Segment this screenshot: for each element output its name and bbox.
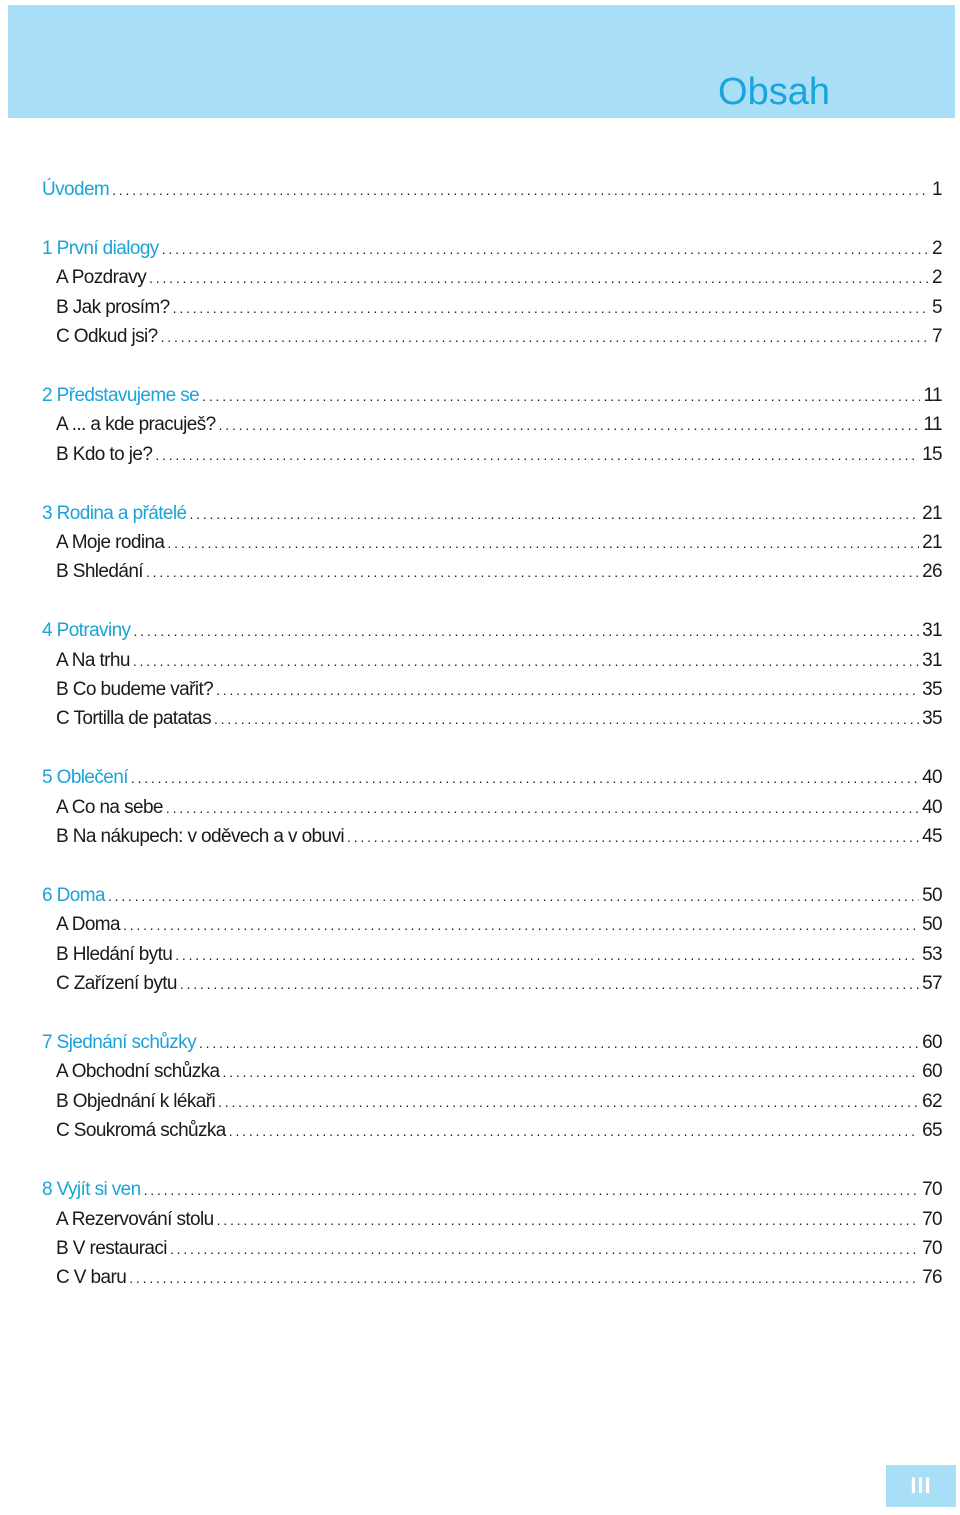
toc-entry-page-number: 57 — [922, 973, 942, 995]
dot-leader — [166, 794, 919, 823]
toc-section-entry[interactable] — [42, 675, 942, 704]
dot-leader — [161, 323, 929, 352]
toc-entry-page-number: 76 — [922, 1267, 942, 1289]
toc-entry-label: 7 Sjednání schůzky — [42, 1032, 196, 1054]
toc-group-spacer — [42, 999, 942, 1029]
toc-entry-label: 1 První dialogy — [42, 237, 159, 259]
toc-entry-label: B Objednání k lékaři — [56, 1090, 216, 1112]
toc-entry-label: 3 Rodina a přátelé — [42, 502, 187, 524]
toc-section-entry[interactable] — [42, 557, 942, 586]
dot-leader — [199, 1029, 919, 1058]
toc-chapter-entry[interactable] — [42, 763, 942, 792]
toc-entry-label: 5 Oblečení — [42, 767, 128, 789]
toc-entry-page-number: 60 — [922, 1061, 942, 1083]
toc-entry-page-number: 26 — [922, 561, 942, 583]
toc-entry-label: C V baru — [56, 1267, 127, 1289]
toc-entry-page-number: 60 — [922, 1032, 942, 1054]
toc-section-entry[interactable] — [42, 440, 942, 469]
toc-entry-page-number: 21 — [922, 532, 942, 554]
toc-entry-label: A Co na sebe — [56, 796, 163, 818]
table-of-contents — [42, 175, 942, 1293]
toc-section-entry[interactable] — [42, 1205, 942, 1234]
dot-leader — [144, 1176, 919, 1205]
toc-section-entry[interactable] — [42, 1234, 942, 1263]
toc-section-entry[interactable] — [42, 940, 942, 969]
toc-entry-page-number: 1 — [932, 179, 942, 200]
toc-entry-label: B Na nákupech: v oděvech a v obuvi — [56, 826, 345, 848]
toc-section-entry[interactable] — [42, 646, 942, 675]
toc-entry-page-number: 2 — [932, 267, 942, 289]
toc-chapter-entry[interactable] — [42, 499, 942, 528]
toc-entry-page-number: 70 — [922, 1179, 942, 1201]
dot-leader — [347, 823, 919, 852]
toc-entry-page-number: 45 — [922, 826, 942, 848]
toc-entry-page-number: 50 — [922, 914, 942, 936]
toc-group-spacer — [42, 734, 942, 764]
dot-leader — [202, 382, 920, 411]
dot-leader — [133, 617, 919, 646]
dot-leader — [229, 1117, 919, 1146]
toc-entry-page-number: 62 — [922, 1090, 942, 1112]
toc-section-entry[interactable] — [42, 263, 942, 292]
toc-entry-label: B Jak prosím? — [56, 296, 170, 318]
toc-entry-label: A Obchodní schůzka — [56, 1061, 220, 1083]
toc-entry-label: C Zařízení bytu — [56, 973, 177, 995]
toc-entry-page-number: 53 — [922, 943, 942, 965]
toc-entry-page-number: 50 — [922, 885, 942, 907]
toc-group-spacer — [42, 1146, 942, 1176]
dot-leader — [173, 294, 929, 323]
toc-entry-label: Úvodem — [42, 179, 110, 200]
toc-entry-page-number: 40 — [922, 796, 942, 818]
toc-chapter-entry[interactable] — [42, 1175, 942, 1204]
toc-entry-label: A Pozdravy — [56, 267, 147, 289]
dot-leader — [112, 176, 929, 205]
toc-section-entry[interactable] — [42, 910, 942, 939]
toc-section-entry[interactable] — [42, 293, 942, 322]
toc-entry-page-number: 11 — [923, 384, 942, 406]
toc-entry-page-number: 7 — [932, 326, 942, 348]
toc-section-entry[interactable] — [42, 793, 942, 822]
dot-leader — [149, 264, 929, 293]
page-number-badge — [886, 1465, 956, 1507]
toc-entry-label: B Kdo to je? — [56, 443, 153, 465]
toc-entry-label: 2 Představujeme se — [42, 384, 200, 406]
toc-entry-page-number: 5 — [932, 296, 942, 318]
toc-group-spacer — [42, 204, 942, 234]
page-number: III — [910, 1473, 932, 1498]
toc-entry-label: A Moje rodina — [56, 532, 165, 554]
toc-entry-page-number: 11 — [923, 414, 942, 436]
toc-section-entry[interactable] — [42, 1057, 942, 1086]
toc-chapter-entry[interactable] — [42, 234, 942, 263]
toc-entry-label: C Odkud jsi? — [56, 326, 158, 348]
toc-entry-page-number: 31 — [922, 620, 942, 642]
dot-leader — [216, 676, 919, 705]
toc-chapter-entry[interactable] — [42, 175, 942, 204]
toc-entry-page-number: 70 — [922, 1237, 942, 1259]
dot-leader — [129, 1264, 919, 1293]
toc-chapter-entry[interactable] — [42, 381, 942, 410]
toc-section-entry[interactable] — [42, 1087, 942, 1116]
dot-leader — [123, 911, 919, 940]
toc-chapter-entry[interactable] — [42, 881, 942, 910]
page-title: Obsah — [718, 71, 830, 113]
toc-section-entry[interactable] — [42, 528, 942, 557]
dot-leader — [219, 411, 921, 440]
toc-entry-label: C Tortilla de patatas — [56, 708, 211, 730]
toc-section-entry[interactable] — [42, 322, 942, 351]
toc-entry-label: 8 Vyjít si ven — [42, 1179, 141, 1201]
toc-section-entry[interactable] — [42, 822, 942, 851]
dot-leader — [217, 1206, 919, 1235]
toc-chapter-entry[interactable] — [42, 1028, 942, 1057]
dot-leader — [170, 1235, 919, 1264]
toc-entry-label: A Na trhu — [56, 649, 130, 671]
toc-section-entry[interactable] — [42, 969, 942, 998]
toc-group-spacer — [42, 587, 942, 617]
toc-entry-page-number: 31 — [922, 649, 942, 671]
dot-leader — [131, 764, 919, 793]
toc-entry-label: B Hledání bytu — [56, 943, 173, 965]
dot-leader — [222, 1058, 919, 1087]
toc-entry-page-number: 15 — [922, 443, 942, 465]
dot-leader — [133, 647, 919, 676]
dot-leader — [214, 705, 919, 734]
toc-entry-label: B V restauraci — [56, 1237, 167, 1259]
toc-section-entry[interactable] — [42, 410, 942, 439]
toc-entry-label: A Doma — [56, 914, 120, 936]
toc-entry-page-number: 40 — [922, 767, 942, 789]
dot-leader — [146, 558, 919, 587]
toc-entry-label: B Co budeme vařit? — [56, 679, 214, 701]
toc-entry-label: 6 Doma — [42, 885, 105, 907]
dot-leader — [108, 882, 919, 911]
dot-leader — [180, 970, 919, 999]
toc-entry-label: A Rezervování stolu — [56, 1208, 214, 1230]
toc-entry-page-number: 70 — [922, 1208, 942, 1230]
toc-entry-page-number: 35 — [922, 708, 942, 730]
toc-entry-page-number: 21 — [922, 502, 942, 524]
dot-leader — [162, 235, 929, 264]
toc-entry-label: 4 Potraviny — [42, 620, 131, 642]
toc-section-entry[interactable] — [42, 1116, 942, 1145]
dot-leader — [218, 1088, 919, 1117]
toc-entry-label: A ... a kde pracuješ? — [56, 414, 216, 436]
toc-chapter-entry[interactable] — [42, 616, 942, 645]
dot-leader — [167, 529, 919, 558]
toc-section-entry[interactable] — [42, 704, 942, 733]
toc-section-entry[interactable] — [42, 1263, 942, 1292]
toc-entry-label: C Soukromá schůzka — [56, 1120, 226, 1142]
toc-entry-page-number: 2 — [932, 237, 942, 259]
toc-entry-page-number: 35 — [922, 679, 942, 701]
dot-leader — [175, 941, 919, 970]
toc-group-spacer — [42, 469, 942, 499]
dot-leader — [155, 441, 919, 470]
toc-group-spacer — [42, 351, 942, 381]
toc-entry-page-number: 65 — [922, 1120, 942, 1142]
toc-entry-label: B Shledání — [56, 561, 143, 583]
toc-group-spacer — [42, 852, 942, 882]
dot-leader — [189, 500, 919, 529]
